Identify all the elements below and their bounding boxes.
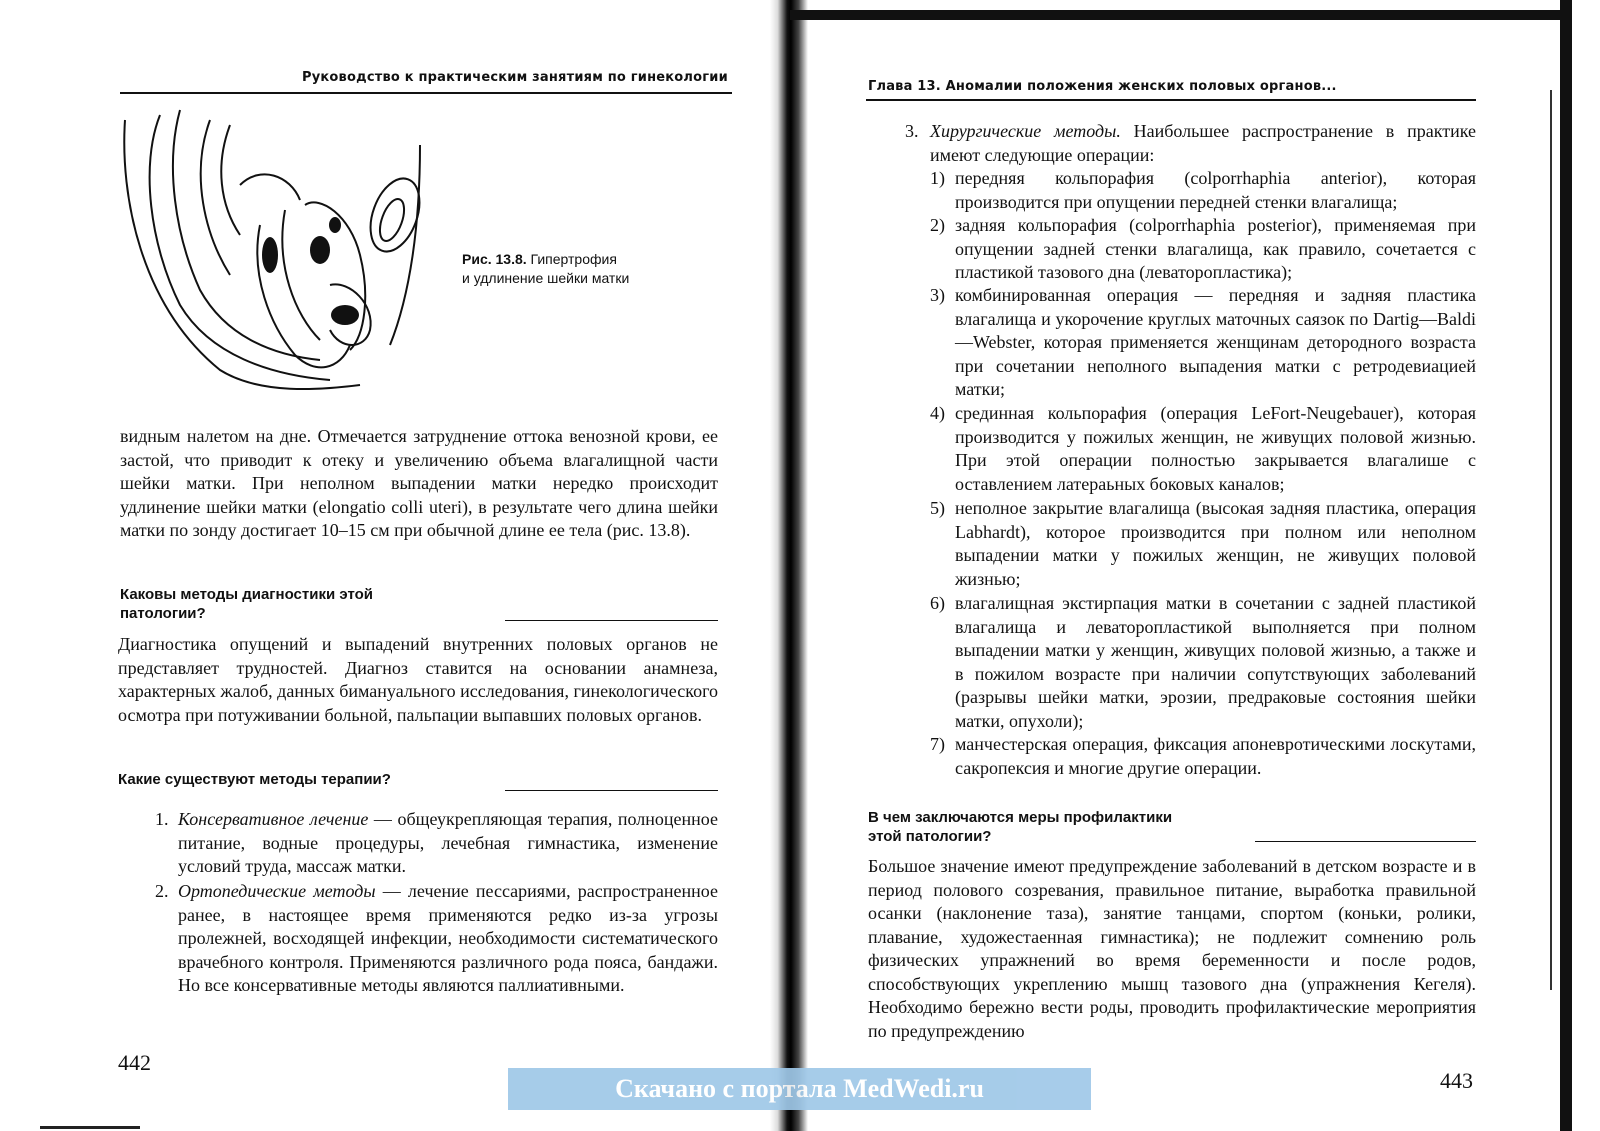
left-paragraph-2: Диагностика опущений и выпадений внутренних половых органов не представляет трудностей. Диагноз ставится на основании анамнеза, характерных жалоб, данных бимануального исследования, гинекологического осмотра при потуживании больной, пальпации выпавших половых органов. — [118, 634, 718, 725]
operation-item: срединная кольпорафия (операция LeFort-Neugebauer), которая производится у пожилых женщин, не живущих половой жизнью. При этой операции полностью закрывается влагалише с оставлением латераьных боковых каналов; — [955, 403, 1476, 494]
question-therapy-rule — [505, 790, 718, 791]
question-prevention: В чем заключаются меры профилактики этой патологии? — [868, 809, 1173, 845]
operation-item: манчестерская операция, фиксация апоневротическими лоскутами, сакропексия и многие другие операции. — [955, 734, 1476, 778]
operation-item: влагалищная экстирпация матки в сочетании с задней пластикой влагалища и леваторопластикой выполняется при полном выпадении матки у женщин, живущих половой жизнью, а также и в пожилом возрасте при наличии сопутствующих заболеваний (разрывы шейки матки, эрозии, предраковые состояния шейки матки, опухоли); — [955, 593, 1476, 731]
operation-number: 5) — [930, 498, 945, 518]
question-prevention-rule — [1255, 841, 1476, 842]
list-item-surgical-title: Хирургические методы. — [930, 121, 1121, 141]
operation-number: 4) — [930, 403, 945, 423]
right-paragraph-prevention: Большое значение имеют предупреждение заболеваний в детском возрасте и в период полового созревания, правильное питание, выработка правильной осанки (наклонение таза), занятие танцами, спортом (коньки, ролики, плавание, художестаенная гимнастика); не подлежит сомнению роль физических упражнений во время беременности и после родов, способствующих укреплению мышц тазового дна (упражнения Кегеля). Необходимо бережно вести роды, проводить профилактические мероприятия по предупреждению — [868, 856, 1476, 1041]
list-number-3: 3. — [905, 121, 919, 141]
right-page-number: 443 — [1440, 1068, 1473, 1093]
anatomy-figure-illustration — [120, 105, 430, 390]
operation-number: 3) — [930, 285, 945, 305]
list-number-2: 2. — [155, 881, 169, 901]
list-number-1: 1. — [155, 809, 169, 829]
list-item-conservative-title: Консервативное лечение — [178, 809, 369, 829]
figure-caption-label: Рис. 13.8. — [462, 251, 527, 267]
figure-caption-line2: и удлинение шейки матки — [462, 270, 630, 286]
bottom-edge-mark — [40, 1126, 140, 1129]
left-paragraph-1: видным налетом на дне. Отмечается затруднение оттока венозной крови, ее застой, что приводит к отеку и увеличению объема влагалищной части шейки матки. При неполном выпадении матки нередко происходит удлинение шейки матки (elongatio colli uteri), в результате чего длина шейки матки по зонду достигает 10–15 см при обычной длине ее тела (рис. 13.8). — [120, 426, 718, 540]
right-margin-line — [1550, 90, 1552, 990]
list-item-orthopedic-title: Ортопедические методы — [178, 881, 376, 901]
left-page-number: 442 — [118, 1050, 151, 1075]
right-running-header: Глава 13. Аномалии положения женских половых органов... — [868, 79, 1337, 94]
watermark-banner: Скачано с портала MedWedi.ru — [508, 1068, 1091, 1110]
operation-item: задняя кольпорафия (colporrhaphia posterior), применяемая при опущении задней стенки влагалища, как правило, сочетается с пластикой тазового дна (леваторопластика); — [955, 215, 1476, 282]
operation-number: 1) — [930, 168, 945, 188]
operation-item: передняя кольпорафия (colporrhaphia anterior), которая производится при опущении передней стенки влагалища; — [955, 168, 1476, 212]
right-page-edge — [1560, 0, 1572, 1131]
operation-item: неполное закрытие влагалища (высокая задняя пластика, операция Labhardt), которое производится при полном или неполном выпадении матки у пожилых женщин, не живущих половой жизнью; — [955, 498, 1476, 589]
right-header-rule — [866, 99, 1476, 101]
list-item-conservative-text: — общеукрепляющая терапия, полноценное питание, водные процедуры, лечебная гимнастика, изменение условий труда, массаж матки. — [178, 809, 718, 876]
operation-number: 2) — [930, 215, 945, 235]
question-therapy: Какие существуют методы терапии? — [118, 771, 391, 788]
figure-caption — [462, 250, 692, 288]
question-diagnostics-rule — [505, 620, 718, 621]
list-item-surgical — [930, 120, 1476, 167]
question-diagnostics: Каковы методы диагностики этой патологии? — [120, 586, 373, 622]
list-item-conservative — [178, 808, 718, 879]
operation-number: 6) — [930, 593, 945, 613]
left-header-rule — [120, 92, 732, 94]
left-running-header: Руководство к практическим занятиям по гинекологии — [302, 70, 728, 85]
book-spine-shadow — [770, 0, 808, 1131]
top-page-edge — [790, 10, 1570, 20]
operation-number: 7) — [930, 734, 945, 754]
operation-item: комбинированная операция — передняя и задняя пластика влагалища и укорочение круглых маточных саязок по Dartig—Baldi—Webster, которая применяется женщинам детородного возраста при сочетании неполного выпадения матки с ретродевиацией матки; — [955, 285, 1476, 399]
list-item-orthopedic-text: — лечение пессариями, распространенное ранее, в настоящее время применяются редко из-за угрозы пролежней, восходящей инфекции, необходимости систематического врачебного контроля. Применяются различного рода пояса, бандажи. Но все консервативные методы являются паллиативными. — [178, 881, 718, 995]
figure-caption-line1: Гипертрофия — [530, 251, 617, 267]
list-item-surgical-text: Наибольшее распространение в практике имеют следующие операции: — [930, 121, 1476, 165]
list-item-orthopedic — [178, 880, 718, 998]
